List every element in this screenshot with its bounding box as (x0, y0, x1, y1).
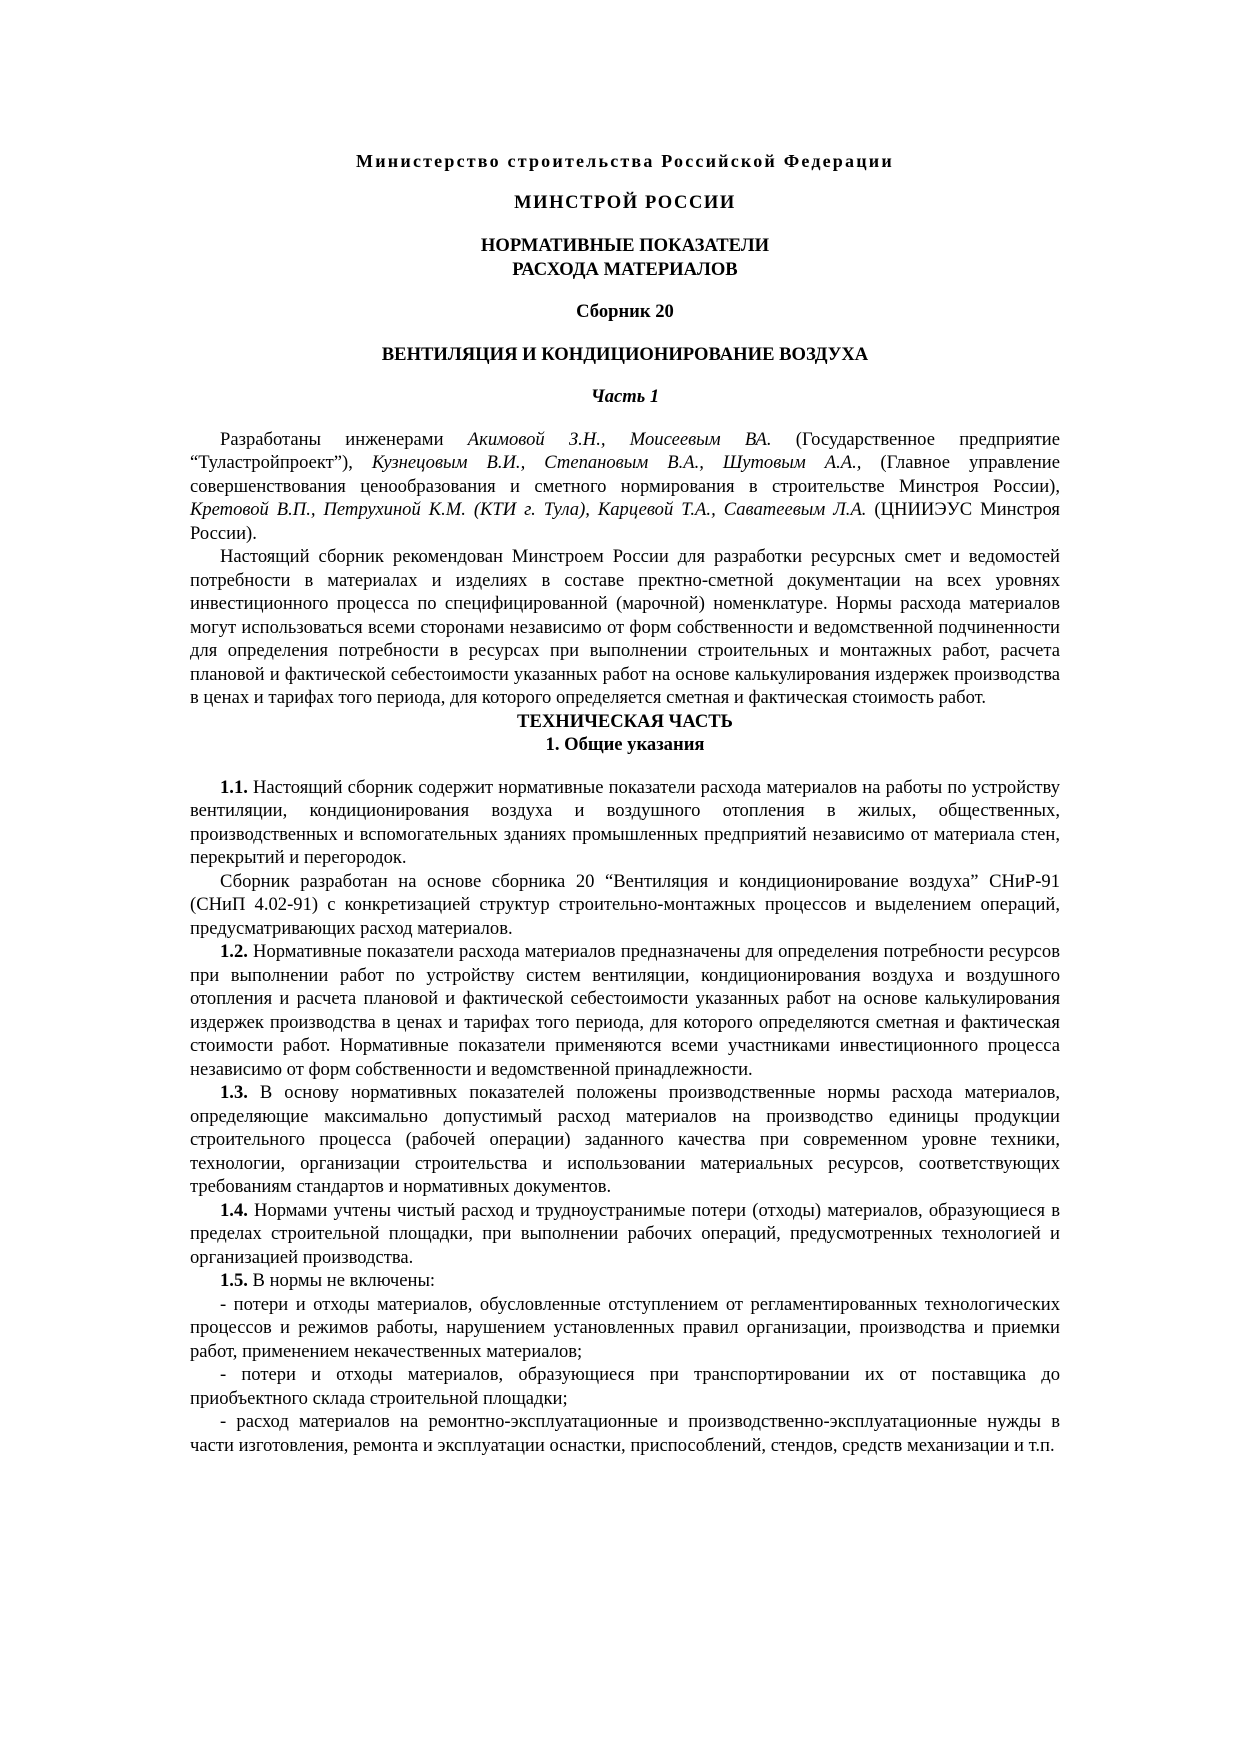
clause-text: Нормативные показатели расхода материалов предназначены для определения потребности ресурсов при выполнении работ по устройству систем вентиляции, кондиционирования воздуха и воздушного отопления и расчета плановой и фактической себестоимости указанных работ на основе калькулирования издержек производства в ценах и тарифах того периода, для которого определяются сметная и фактическая стоимости работ. Нормативные показатели применяются всеми участниками инвестиционного процесса независимо от форм собственности и ведомственной принадлежности. (190, 941, 1060, 1080)
collection-number: Сборник 20 (576, 301, 674, 322)
clause-1-3 (190, 1081, 1060, 1199)
authors-names-3: Кретовой В.П., Петрухиной К.М. (КТИ г. Тула), Карцевой Т.А., Саватеевым Л.А. (190, 499, 867, 520)
clause-1-4 (190, 1199, 1060, 1270)
document-title-line1: НОРМАТИВНЫЕ ПОКАЗАТЕЛИ (480, 235, 770, 256)
clause-number: 1.1. (220, 776, 248, 798)
document-title-line2: РАСХОДА МАТЕРИАЛОВ (512, 258, 738, 280)
list-item: - потери и отходы материалов, образующиеся при транспортировании их от поставщика до приобъектного склада строительной площадки; (190, 1364, 1060, 1409)
technical-part-heading: ТЕХНИЧЕСКАЯ ЧАСТЬ (517, 710, 733, 732)
document-title (190, 234, 1060, 281)
collection-title: ВЕНТИЛЯЦИЯ И КОНДИЦИОНИРОВАНИЕ ВОЗДУХА (381, 343, 869, 365)
authors-text-4: (ЦНИИЭУС Минстроя России). (190, 499, 1060, 544)
clause-text: В основу нормативных показателей положены производственные нормы расхода материалов, определяющие максимально допустимый расход материалов на производство единицы продукции строительного процесса (рабочей операции) заданного качества при современном уровне техники, технологии, организации строительства и использовании материальных ресурсов, соответствующих требованиям стандартов и нормативных документов. (190, 1082, 1060, 1197)
clause-1-5 (190, 1269, 1060, 1293)
clause-1-1 (190, 776, 1060, 870)
clause-number: 1.3. (220, 1082, 248, 1103)
clause-text: В нормы не включены: (247, 1270, 436, 1291)
clause-1-1-continued: Сборник разработан на основе сборника 20 “Вентиляция и кондиционирование воздуха” СНиР-91 (СНиП 4.02-91) с конкретизацией структур строительно-монтажных процессов и выделением операций, предусматривающих расход материалов. (190, 870, 1060, 939)
intro-paragraph: Настоящий сборник рекомендован Минстроем России для разработки ресурсных смет и ведомостей потребности в материалах и изделиях в составе пректно-сметной документации на всех уровнях инвестиционного процесса по специфицированной (марочной) номенклатуре. Нормы расхода материалов могут использоваться всеми сторонами независимо от форм собственности и ведомственной подчиненности для определения потребности в ресурсах при выполнении строительных и монтажных работ, расчета плановой и фактической себестоимости указанных работ на основе калькулирования издержек производства в ценах и тарифах того периода, для которого определяется сметная и фактическая стоимость работ. (190, 546, 1060, 708)
clause-number: 1.2. (220, 941, 248, 962)
document-page (190, 150, 1060, 1457)
clause-number: 1.4. (220, 1199, 248, 1221)
clause-text: Нормами учтены чистый расход и трудноустранимые потери (отходы) материалов, образующиеся в пределах строительной площадки, при выполнении рабочих операций, предусмотренных технологией и организацией производства. (190, 1199, 1060, 1268)
list-item: - потери и отходы материалов, обусловленные отступлением от регламентированных технологических процессов и режимов работы, нарушением установленных правил организации, производства и приемки работ, применением некачественных материалов; (190, 1293, 1060, 1362)
part-label: Часть 1 (590, 386, 660, 407)
authors-names-1: Акимовой З.Н., Моисеевым ВА. (467, 428, 772, 450)
ministry-short-name: МИНСТРОЙ РОССИИ (514, 192, 736, 213)
authors-names-2: Кузнецовым В.И., Степановым В.А., Шутовым А.А., (371, 452, 862, 473)
authors-text-2: (Государственное предприятие “Туластройпроект”), (190, 428, 1060, 473)
authors-text-1: Разработаны инженерами (220, 428, 468, 450)
clause-number: 1.5. (220, 1270, 248, 1291)
authors-paragraph (190, 428, 1060, 546)
clause-text: Настоящий сборник содержит нормативные показатели расхода материалов на работы по устройству вентиляции, кондиционирования воздуха и воздушного отопления в жилых, общественных, производственных и вспомогательных зданиях промышленных предприятий независимо от материала стен, перекрытий и перегородок. (190, 776, 1060, 868)
clause-1-2 (190, 940, 1060, 1081)
general-instructions-heading: 1. Общие указания (545, 734, 705, 755)
list-item: - расход материалов на ремонтно-эксплуатационные и производственно-эксплуатационные нужды в части изготовления, ремонта и эксплуатации оснастки, приспособлений, стендов, средств механизации и т.п. (190, 1411, 1060, 1456)
ministry-name: Министерство строительства Российской Федерации (356, 151, 894, 171)
authors-text-3: (Главное управление совершенствования ценообразования и сметного нормирования в строительстве Минстроя России), (190, 452, 1060, 497)
